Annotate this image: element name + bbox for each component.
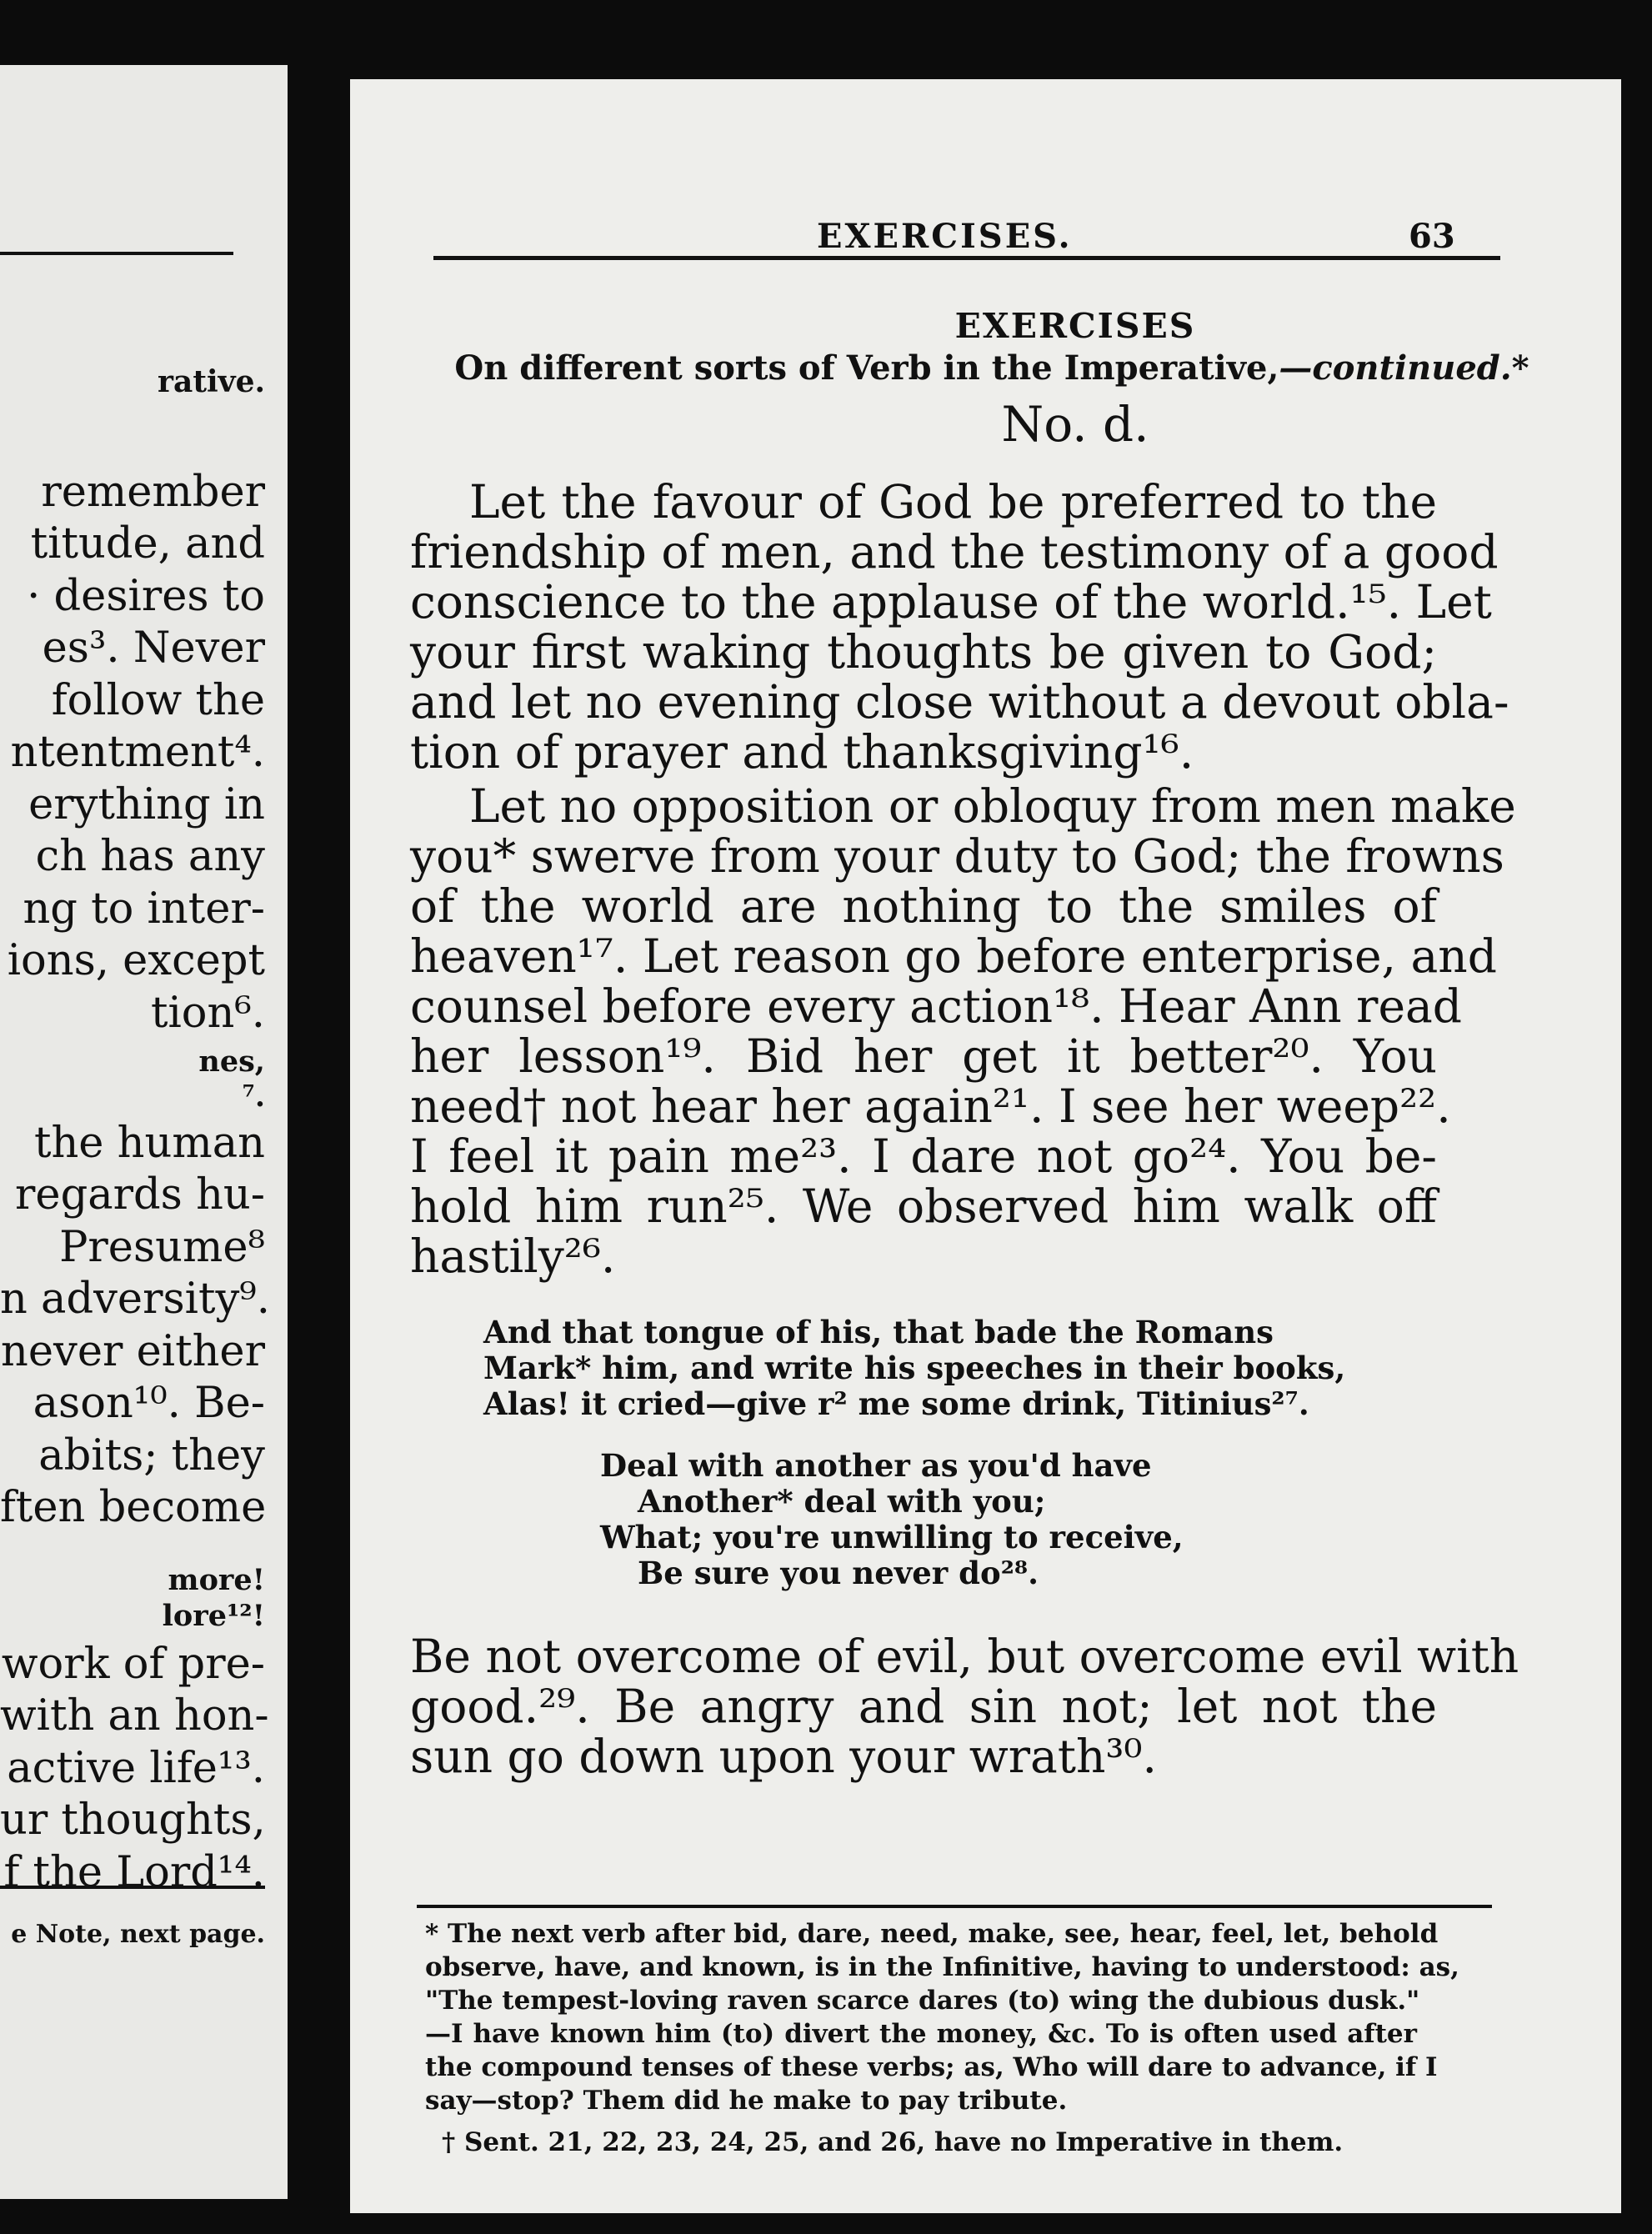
left-page-line: with an hon-	[0, 1691, 269, 1741]
paragraph-line: of the world are nothing to the smiles of	[410, 879, 1437, 933]
header-rule	[433, 256, 1500, 260]
paragraph-line: conscience to the applause of the world.¹⁵. Let	[410, 575, 1492, 629]
exercise-number-heading: No. d.	[1001, 396, 1149, 453]
left-page-line: follow the	[51, 676, 265, 725]
left-page-line: n adversity⁹.	[0, 1275, 270, 1324]
page-63	[350, 79, 1621, 2213]
left-page-line: ⁷.	[242, 1079, 265, 1114]
footnote-line: "The tempest-loving raven scarce dares (to) wing the dubious dusk."	[425, 1986, 1420, 2016]
subtitle-text: On different sorts of Verb in the Imperative,	[454, 348, 1279, 388]
left-page-line: rative.	[158, 364, 265, 399]
verse-line: Alas! it cried—give r² me some drink, Titinius²⁷.	[483, 1385, 1309, 1422]
paragraph-line: need† not hear her again²¹. I see her weep²².	[410, 1079, 1451, 1133]
left-page-line: lore¹²!	[162, 1599, 265, 1633]
verse-line: Deal with another as you'd have	[600, 1447, 1152, 1484]
left-page-line: e Note, next page.	[11, 1920, 265, 1949]
verse-line: What; you're unwilling to receive,	[600, 1519, 1184, 1555]
left-page-line: · desires to	[27, 572, 265, 621]
left-facing-page	[0, 65, 288, 2199]
footnote-line: the compound tenses of these verbs; as, Who will dare to advance, if I	[425, 2052, 1438, 2082]
left-page-line: ions, except	[7, 936, 265, 985]
paragraph-line: hold him run²⁵. We observed him walk off	[410, 1180, 1437, 1233]
page-number: 63	[1409, 217, 1455, 256]
paragraph-line: I feel it pain me²³. I dare not go²⁴. You be-	[410, 1130, 1437, 1183]
footnote-rule	[417, 1905, 1492, 1908]
footnote-line: † Sent. 21, 22, 23, 24, 25, and 26, have no Imperative in them.	[442, 2127, 1344, 2157]
verse-line: Another* deal with you;	[638, 1483, 1046, 1520]
footnote-line: —I have known him (to) divert the money, &c. To is often used after	[425, 2019, 1417, 2049]
footnote-line: observe, have, and known, is in the Infinitive, having to understood: as,	[425, 1952, 1459, 1982]
paragraph-line: you* swerve from your duty to God; the frowns	[410, 829, 1504, 883]
verse-line: Be sure you never do²⁸.	[638, 1555, 1039, 1591]
left-page-line: work of pre-	[1, 1640, 265, 1689]
running-head: EXERCISES.	[817, 217, 1073, 256]
left-page-line: nes,	[198, 1044, 265, 1079]
left-page-line: ften become	[0, 1483, 267, 1532]
left-page-line: ch has any	[35, 832, 265, 881]
paragraph-line: your first waking thoughts be given to God;	[410, 625, 1437, 679]
paragraph-line: Be not overcome of evil, but overcome evil with	[410, 1630, 1519, 1683]
paragraph-line: her lesson¹⁹. Bid her get it better²⁰. You	[410, 1029, 1437, 1083]
section-title: EXERCISES	[954, 306, 1196, 346]
left-page-line: never either	[0, 1327, 265, 1376]
verse-line: And that tongue of his, that bade the Romans	[483, 1314, 1274, 1350]
paragraph-line: hastily²⁶.	[410, 1230, 616, 1283]
left-page-line: ur thoughts,	[0, 1796, 266, 1845]
left-page-line: erything in	[28, 780, 265, 829]
subtitle-continued: —continued.*	[1279, 348, 1529, 388]
left-page-line: the human	[33, 1119, 265, 1168]
paragraph-line: tion of prayer and thanksgiving¹⁶.	[410, 725, 1194, 779]
left-page-rule	[0, 252, 233, 255]
left-page-line: f the Lord¹⁴.	[3, 1848, 265, 1897]
paragraph-line: and let no evening close without a devout obla-	[410, 675, 1509, 729]
left-page-line: es³. Never	[42, 624, 265, 673]
paragraph-line: sun go down upon your wrath³⁰.	[410, 1730, 1157, 1783]
section-subtitle	[433, 348, 1550, 388]
left-page-line: ng to inter-	[23, 884, 265, 934]
paragraph-line: Let no opposition or obloquy from men make	[469, 779, 1516, 833]
left-page-line: active life¹³.	[7, 1744, 265, 1793]
footnote-line: say—stop? Them did he make to pay tribute.	[425, 2086, 1068, 2116]
left-page-line: ntentment⁴.	[10, 728, 265, 777]
paragraph-line: friendship of men, and the testimony of a good	[410, 525, 1499, 579]
paragraph-line: Let the favour of God be preferred to the	[469, 475, 1437, 528]
left-page-line: abits; they	[38, 1431, 265, 1480]
paragraph-line: counsel before every action¹⁸. Hear Ann read	[410, 979, 1463, 1033]
left-page-line: tion⁶.	[150, 989, 265, 1038]
left-page-line: remember	[41, 468, 265, 517]
footnote-line: * The next verb after bid, dare, need, make, see, hear, feel, let, behold	[425, 1919, 1439, 1949]
paragraph-line: heaven¹⁷. Let reason go before enterprise, and	[410, 929, 1497, 983]
verse-line: Mark* him, and write his speeches in their books,	[483, 1350, 1346, 1386]
left-page-line: more!	[168, 1563, 265, 1597]
left-page-line: Presume⁸	[59, 1223, 265, 1272]
left-page-line: titude, and	[30, 519, 265, 569]
left-page-line: regards hu-	[15, 1170, 265, 1220]
left-page-line: ason¹⁰. Be-	[33, 1379, 265, 1428]
paragraph-line: good.²⁹. Be angry and sin not; let not the	[410, 1680, 1437, 1733]
